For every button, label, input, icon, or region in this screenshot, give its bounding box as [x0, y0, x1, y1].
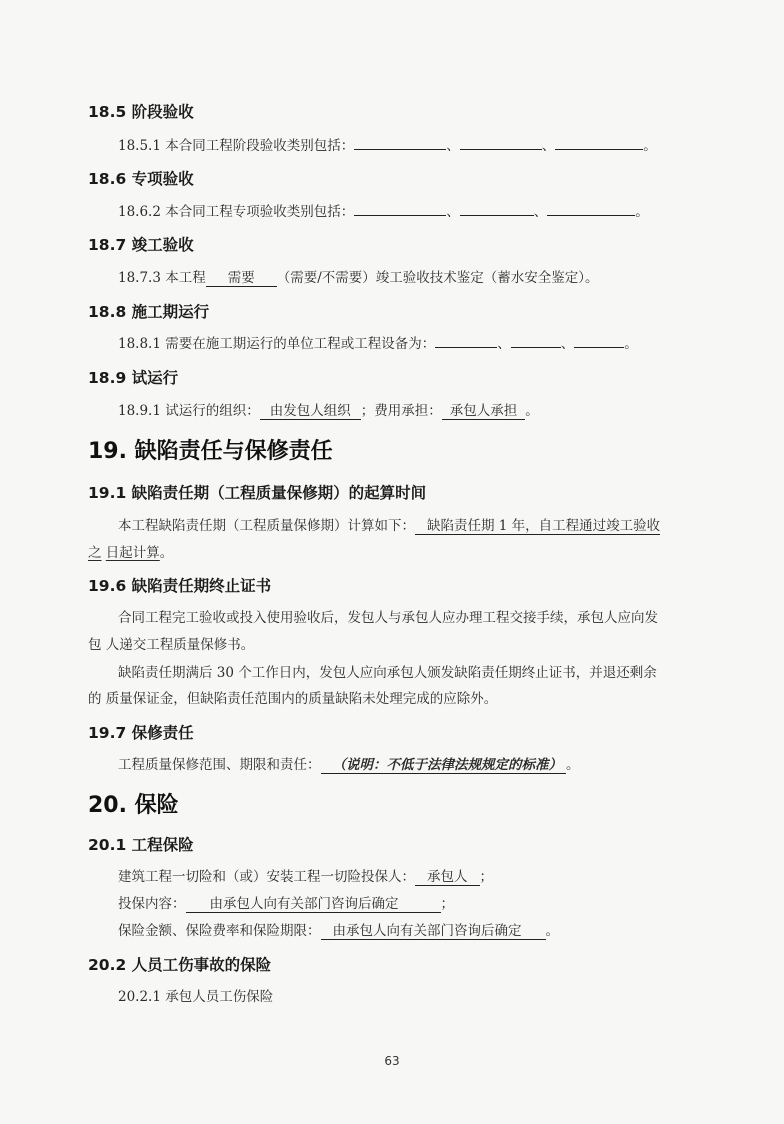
heading-19-7: 19.7 保修责任 [88, 724, 194, 742]
paragraph-18-9-1 [118, 399, 539, 420]
punct: 。 [624, 336, 638, 352]
filled-value: 承包人承担 [442, 399, 526, 420]
filled-value: 由发包人组织 [260, 399, 361, 420]
filled-value: 日起计算 [105, 545, 160, 561]
punct: 。 [525, 403, 539, 419]
paragraph-20-1-a [118, 865, 493, 886]
blank-field [547, 202, 635, 216]
heading-20-2: 20.2 人员工伤事故的保险 [88, 956, 272, 974]
separator: 、 [446, 204, 460, 220]
text: 工程质量保修范围、期限和责任： [118, 757, 321, 773]
filled-value: 之 [88, 545, 102, 561]
heading-18-6: 18.6 专项验收 [88, 170, 194, 188]
heading-18-7: 18.7 竣工验收 [88, 236, 194, 254]
text: 18.9.1 试运行的组织： [118, 403, 260, 419]
filled-value: 需要 [206, 266, 277, 287]
paragraph-20-2-1: 20.2.1 承包人员工伤保险 [118, 989, 274, 1005]
text: 保险金额、保险费率和保险期限： [118, 923, 321, 939]
separator: 、 [560, 336, 575, 352]
blank-field [460, 202, 534, 216]
separator: 、 [497, 336, 511, 352]
paragraph-19-6-2b: 的 质量保证金，但缺陷责任范围内的质量缺陷未处理完成的应除外。 [88, 691, 498, 707]
paragraph-20-1-b [118, 892, 454, 913]
punct: ； [440, 896, 454, 912]
paragraph-19-1-b [88, 541, 173, 561]
filled-value: 由承包人向有关部门咨询后确定 [186, 892, 441, 913]
text: 本工程缺陷责任期（工程质量保修期）计算如下： [118, 518, 415, 534]
heading-18-9: 18.9 试运行 [88, 369, 179, 387]
paragraph-19-6-1a: 合同工程完工验收或投入使用验收后，发包人与承包人应办理工程交接手续，承包人应向发 [118, 610, 658, 626]
paragraph-18-7-3 [118, 266, 599, 287]
chapter-heading-19: 19. 缺陷责任与保修责任 [88, 439, 333, 464]
heading-20-1: 20.1 工程保险 [88, 836, 194, 854]
separator: 、 [446, 138, 460, 154]
punct: 。 [635, 204, 649, 220]
text: 投保内容： [118, 896, 186, 912]
text: 18.6.2 本合同工程专项验收类别包括： [118, 204, 355, 220]
paragraph-19-1-a [118, 514, 660, 535]
paragraph-18-6-2 [118, 200, 649, 220]
paragraph-19-7 [118, 753, 580, 774]
blank-field [511, 334, 561, 348]
punct: ； [479, 869, 493, 885]
text: 建筑工程一切险和（或）安装工程一切险投保人： [118, 869, 415, 885]
heading-18-5: 18.5 阶段验收 [88, 103, 194, 121]
text: 18.5.1 本合同工程阶段验收类别包括： [118, 138, 355, 154]
filled-value: （说明：不低于法律法规规定的标准） [321, 753, 567, 774]
blank-field [574, 334, 624, 348]
text: ；费用承担： [360, 403, 442, 419]
blank-field [354, 136, 446, 150]
text: 18.8.1 需要在施工期运行的单位工程或工程设备为： [118, 336, 436, 352]
filled-value: 缺陷责任期 1 年，自工程通过竣工验收 [415, 514, 660, 535]
heading-19-1: 19.1 缺陷责任期（工程质量保修期）的起算时间 [88, 484, 427, 502]
punct: 。 [566, 757, 580, 773]
text: 18.7.3 本工程 [118, 270, 206, 286]
paragraph-19-6-1b: 包 人递交工程质量保修书。 [88, 637, 255, 653]
heading-18-8: 18.8 施工期运行 [88, 303, 210, 321]
page-number: 63 [384, 1054, 400, 1068]
filled-value: 由承包人向有关部门咨询后确定 [321, 919, 546, 940]
punct: 。 [545, 923, 559, 939]
filled-value: 承包人 [415, 865, 480, 886]
paragraph-19-6-2a: 缺陷责任期满后 30 个工作日内，发包人应向承包人颁发缺陷责任期终止证书，并退还剩余 [118, 665, 657, 681]
text: （需要/不需要）竣工验收技术鉴定（蓄水安全鉴定）。 [276, 270, 599, 286]
heading-19-6: 19.6 缺陷责任期终止证书 [88, 577, 272, 595]
paragraph-18-5-1 [118, 134, 657, 154]
punct: 。 [159, 545, 174, 561]
paragraph-20-1-c [118, 919, 559, 940]
blank-field [435, 334, 497, 348]
separator: 、 [541, 138, 556, 154]
separator: 、 [533, 204, 548, 220]
blank-field [555, 136, 643, 150]
blank-field [460, 136, 542, 150]
paragraph-18-8-1 [118, 332, 638, 352]
punct: 。 [643, 138, 657, 154]
chapter-heading-20: 20. 保险 [88, 793, 179, 818]
blank-field [354, 202, 446, 216]
